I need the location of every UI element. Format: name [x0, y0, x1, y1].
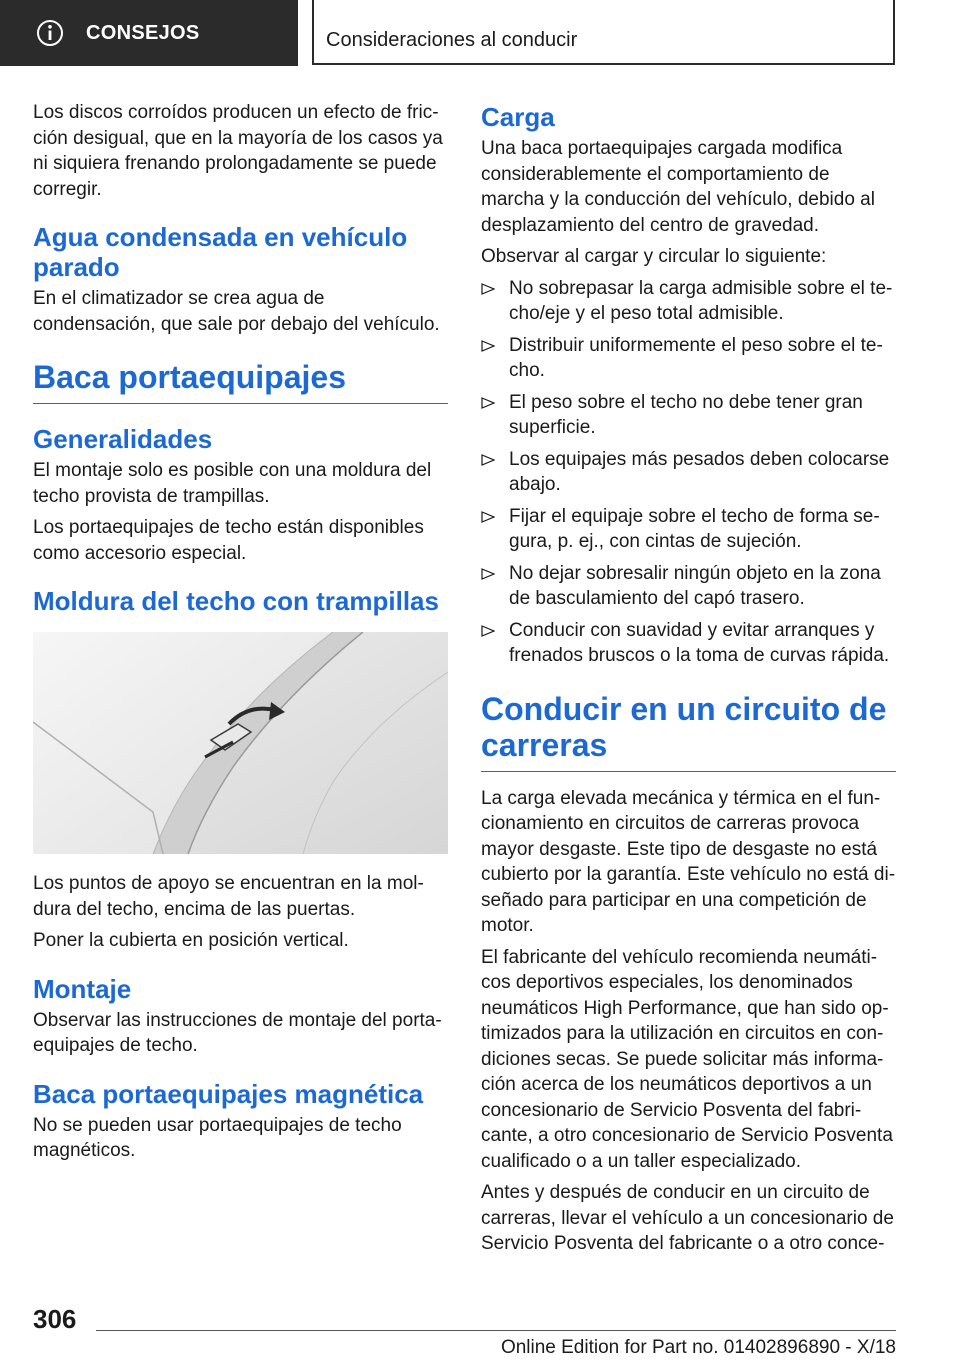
triangle-right-icon — [481, 397, 495, 409]
paragraph: En el climatizador se crea agua de condensación, que sale por debajo del vehículo. — [33, 288, 440, 335]
header-divider — [893, 0, 895, 64]
paragraph: El fabricante del vehículo recomienda neumáticos deportivos especiales, los denominados neumáticos High Performance, que han sido optimizados para la utilización en circuitos en condiciones secas. Se puede solicitar más información acerca de los neumáticos deportivos a un concesionario de Servicio Posventa del fabricante, a otro concesionario de Servicio Posventa cualificado o a un taller especializado. — [481, 946, 893, 1172]
header-divider — [312, 63, 895, 65]
list-item — [481, 618, 896, 669]
triangle-right-icon — [481, 454, 495, 466]
paragraph: Los discos corroídos producen un efecto de fricción desigual, que en la mayoría de los casos ya ni siquiera frenando prolongadamente se puede corregir. — [33, 102, 443, 200]
paragraph: La carga elevada mecánica y térmica en el funcionamiento en circuitos de carreras provoca mayor desgaste. Este tipo de desgaste no está cubierto por la garantía. Este vehículo no está diseñado para participar en una competición de motor. — [481, 787, 896, 936]
list-item-text: Conducir con suavidad y evitar arranques y frenados bruscos o la toma de curvas rápida. — [509, 619, 890, 666]
section-heading: Carga — [481, 102, 555, 132]
left-column — [33, 100, 448, 1170]
list-item — [481, 276, 896, 327]
triangle-right-icon — [481, 511, 495, 523]
roof-molding-photo — [33, 632, 448, 854]
edition-label: Online Edition for Part no. 01402896890 - X/18 — [500, 1337, 896, 1358]
chapter-title: Consideraciones al conducir — [326, 29, 578, 51]
list-item-text: Los equipajes más pesados deben colocarse abajo. — [509, 448, 890, 495]
page-number: 306 — [33, 1304, 77, 1334]
list-item-text: Distribuir uniformemente el peso sobre el techo. — [509, 334, 883, 381]
paragraph: No se pueden usar portaequipajes de techo magnéticos. — [33, 1114, 402, 1161]
footer-divider — [96, 1330, 896, 1331]
paragraph: Antes y después de conducir en un circuito de carreras, llevar el vehículo a un concesionario de Servicio Posventa del fabricante o a otro conce- — [481, 1182, 894, 1254]
section-tab — [0, 0, 298, 66]
list-item-text: No sobrepasar la carga admisible sobre el techo/eje y el peso total admisible. — [509, 277, 893, 324]
paragraph: Poner la cubierta en posición vertical. — [33, 930, 349, 951]
paragraph: El montaje solo es posible con una moldura del techo provista de trampillas. — [33, 460, 432, 507]
triangle-right-icon — [481, 568, 495, 580]
page-header — [0, 0, 960, 66]
list-item-text: Fijar el equipaje sobre el techo de forma segura, p. ej., con cintas de sujeción. — [509, 505, 880, 552]
list-item — [481, 447, 896, 498]
list-item — [481, 561, 896, 612]
triangle-right-icon — [481, 340, 495, 352]
list-item-text: No dejar sobresalir ningún objeto en la zona de basculamiento del capó trasero. — [509, 562, 881, 609]
section-heading: Agua condensada en vehículo parado — [33, 222, 408, 282]
list-item — [481, 333, 896, 384]
right-column — [481, 100, 896, 1263]
chapter-heading: Baca portaequipajes — [33, 359, 448, 404]
section-tab-label: CONSEJOS — [86, 21, 200, 44]
triangle-right-icon — [481, 625, 495, 637]
bullet-list — [481, 276, 896, 669]
list-item — [481, 390, 896, 441]
paragraph: Una baca portaequipajes cargada modifica considerablemente el comportamiento de marcha y la conducción del vehículo, debido al desplazamiento del centro de gravedad. — [481, 138, 875, 236]
paragraph: Observar al cargar y circular lo siguiente: — [481, 246, 827, 267]
info-icon — [36, 19, 64, 47]
paragraph: Observar las instrucciones de montaje del portaequipajes de techo. — [33, 1009, 442, 1056]
list-item — [481, 504, 896, 555]
section-heading: Baca portaequipajes magnética — [33, 1078, 424, 1109]
section-heading: Moldura del techo con trampillas — [33, 586, 439, 616]
header-divider — [312, 0, 314, 64]
paragraph: Los puntos de apoyo se encuentran en la moldura del techo, encima de las puertas. — [33, 873, 424, 920]
list-item-text: El peso sobre el techo no debe tener gran superficie. — [509, 391, 863, 438]
section-heading: Generalidades — [33, 424, 213, 454]
chapter-heading: Conducir en un circuito de carreras — [481, 691, 896, 772]
section-heading: Montaje — [33, 973, 132, 1004]
triangle-right-icon — [481, 283, 495, 295]
paragraph: Los portaequipajes de techo están disponibles como accesorio especial. — [33, 517, 424, 564]
